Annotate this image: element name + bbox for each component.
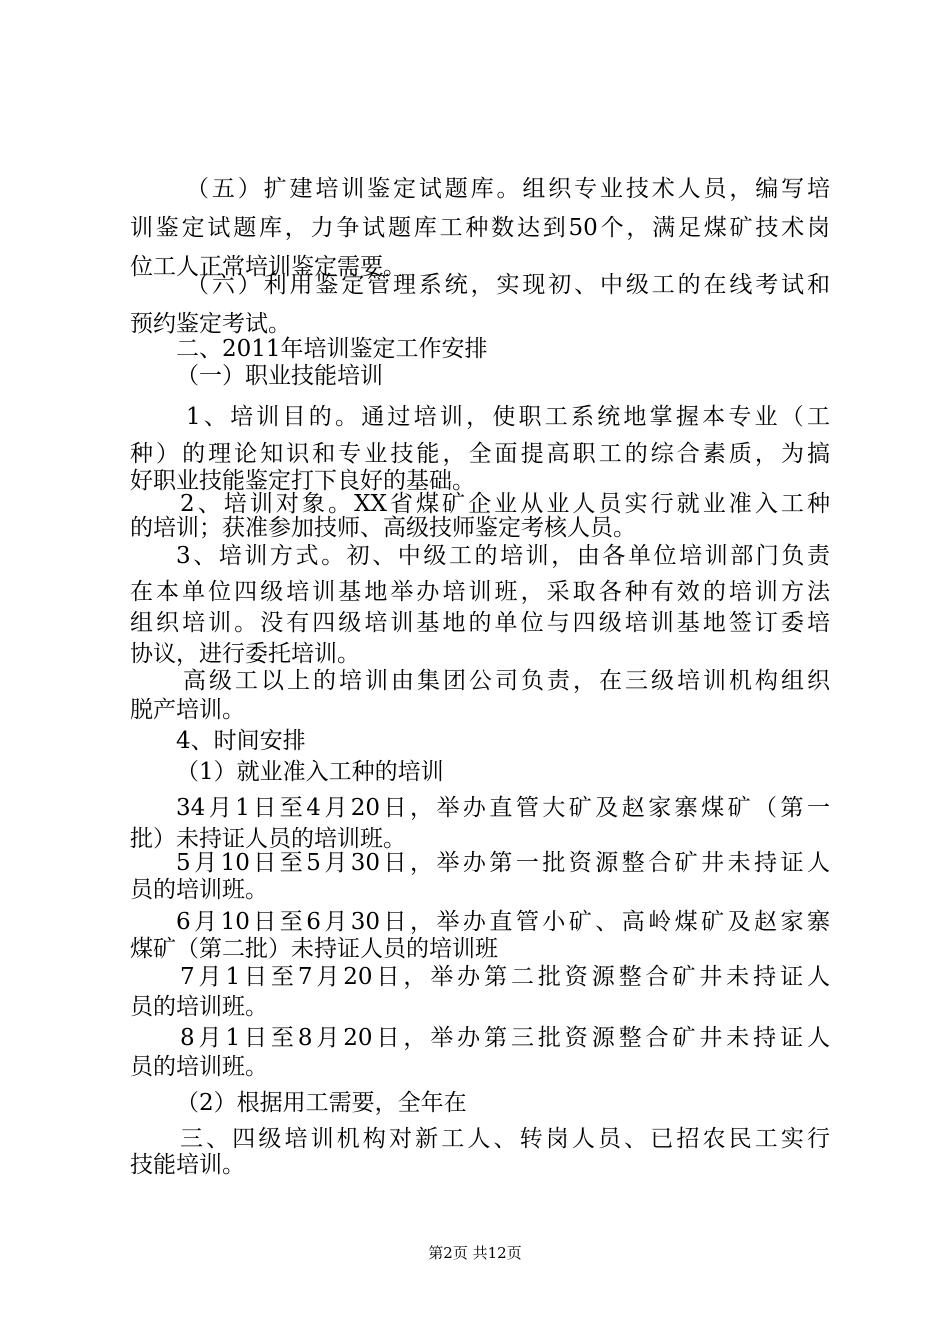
paragraph-line: 员的培训班。 [130,877,268,903]
paragraph-line: 员的培训班。 [130,1054,268,1080]
paragraph-line: 位工人正常培训鉴定需要。 [130,254,406,280]
paragraph-line: 三、四级培训机构对新工人、转岗人员、已招农民工实行 [180,1126,830,1152]
paragraph-line: 批）未持证人员的培训班。 [130,826,406,852]
paragraph-line: 员的培训班。 [130,994,268,1020]
page-number-footer: 第2页 共12页 [428,1244,522,1262]
paragraph-line: 34月1日至4月20日，举办直管大矿及赵家寨煤矿（第一 [176,795,830,821]
paragraph-line: 高级工以上的培训由集团公司负责，在三级培训机构组织 [183,668,830,694]
paragraph-line: 5月10日至5月30日，举办第一批资源整合矿井未持证人 [176,850,830,876]
paragraph-line: 组织培训。没有四级培训基地的单位与四级培训基地签订委培 [130,610,830,636]
paragraph-line: 2、培训对象。XX省煤矿企业从业人员实行就业准入工种 [180,491,830,517]
paragraph-line: 训鉴定试题库，力争试题库工种数达到50个，满足煤矿技术岗 [130,215,830,241]
paragraph-line: （五）扩建培训鉴定试题库。组织专业技术人员，编写培 [186,176,830,202]
paragraph-line: 预约鉴定考试。 [130,311,291,337]
paragraph-line: 的培训；获准参加技师、高级技师鉴定考核人员。 [130,515,636,541]
paragraph-line: 1、培训目的。通过培训，使职工系统地掌握本专业（工 [186,404,830,430]
paragraph-line: 7月1日至7月20日，举办第二批资源整合矿井未持证人 [180,964,830,990]
subsection-heading: （一）职业技能培训 [176,363,383,389]
paragraph-line: 4、时间安排 [176,728,306,754]
paragraph-line: 协议，进行委托培训。 [130,641,360,667]
paragraph-line: 技能培训。 [130,1152,245,1178]
paragraph-line: 6月10日至6月30日，举办直管小矿、高岭煤矿及赵家寨 [176,909,830,935]
paragraph-line: 8月1日至8月20日，举办第三批资源整合矿井未持证人 [180,1025,830,1051]
section-heading: 二、2011年培训鉴定工作安排 [176,336,488,362]
paragraph-line: （1）就业准入工种的培训 [176,759,444,785]
paragraph-line: （2）根据用工需要，全年在 [176,1090,467,1116]
paragraph-line: 煤矿（第二批）未持证人员的培训班 [130,936,498,962]
paragraph-line: 种）的理论知识和专业技能，全面提高职工的综合素质，为搞 [130,441,830,467]
paragraph-line: 好职业技能鉴定打下良好的基础。 [130,468,475,494]
paragraph-line: 在本单位四级培训基地举办培训班，采取各种有效的培训方法 [130,579,830,605]
paragraph-line: 脱产培训。 [130,697,245,723]
paragraph-line: （六）利用鉴定管理系统，实现初、中级工的在线考试和 [186,272,830,298]
paragraph-line: 3、培训方式。初、中级工的培训，由各单位培训部门负责 [176,543,830,569]
